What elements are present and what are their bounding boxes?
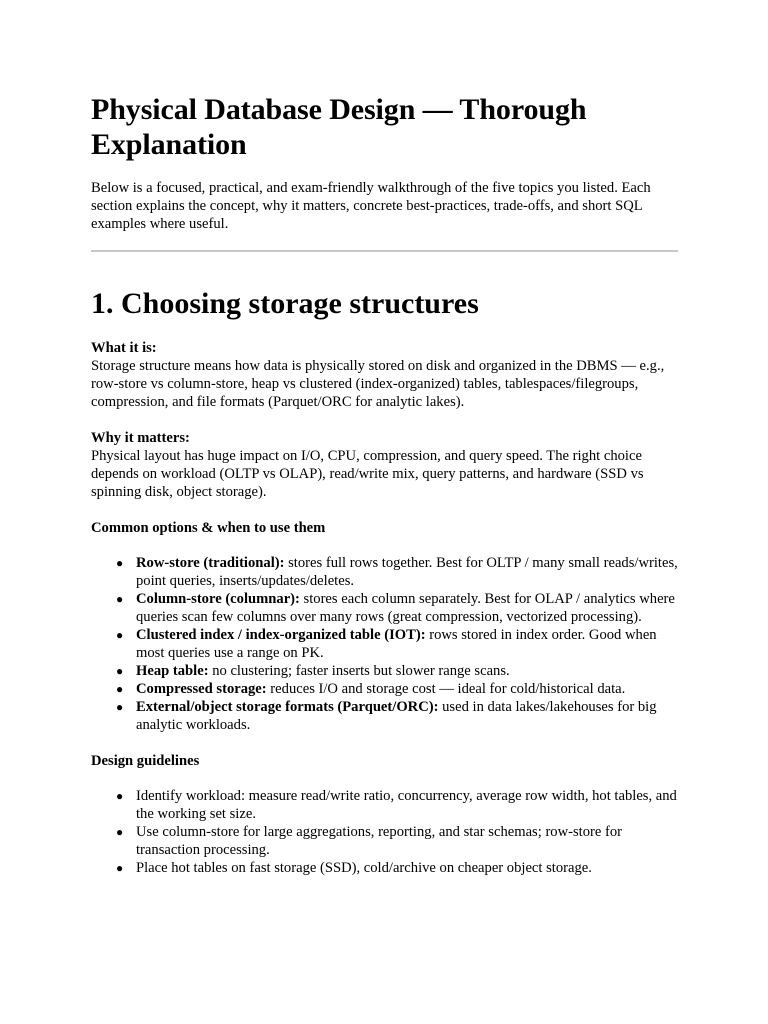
guideline-text: Use column-store for large aggregations, reporting, and star schemas; row-store for transaction processing. [136,824,623,858]
option-desc: stores each column separately. Best for OLAP / analytics where queries scan few columns over many rows (great compression, vectorized processing). [136,591,675,625]
option-term: Heap table: [136,663,209,679]
bullet-icon: ● [116,700,124,714]
guideline-text: Identify workload: measure read/write ratio, concurrency, average row width, hot tables, and the working set size. [136,788,677,822]
list-item [116,787,678,823]
why-it-matters-text: Physical layout has huge impact on I/O, CPU, compression, and query speed. The right choice depends on workload (OLTP vs OLAP), read/write mix, query patterns, and hardware (SSD vs spinning disk, object storage). [91,448,644,500]
list-item [116,590,678,626]
what-it-is-label: What it is: [91,340,157,356]
bullet-icon: ● [116,861,124,875]
bullet-icon: ● [116,592,124,606]
why-it-matters-block [91,429,678,501]
list-item [116,823,678,859]
guidelines-heading: Design guidelines [91,753,200,769]
option-term: Compressed storage: [136,681,267,697]
intro-paragraph: Below is a focused, practical, and exam-friendly walkthrough of the five topics you listed. Each section explains the concept, why it matters, concrete best-practices, trade-offs, and short SQL examples where useful. [91,180,651,232]
guidelines-list [91,787,678,877]
bullet-icon: ● [116,556,124,570]
option-term: Column-store (columnar): [136,591,300,607]
option-desc: reduces I/O and storage cost — ideal for cold/historical data. [266,681,626,697]
option-desc: rows stored in index order. Good when most queries use a range on PK. [136,627,657,661]
options-list [91,554,678,734]
bullet-icon: ● [116,825,124,839]
list-item [116,859,678,877]
bullet-icon: ● [116,789,124,803]
list-item [116,698,678,734]
page-title: Physical Database Design — Thorough Explanation [91,93,587,161]
list-item [116,662,678,680]
option-term: Row-store (traditional): [136,555,285,571]
bullet-icon: ● [116,664,124,678]
bullet-icon: ● [116,628,124,642]
option-desc: stores full rows together. Best for OLTP / many small reads/writes, point queries, inserts/updates/deletes. [136,555,678,589]
section-heading: 1. Choosing storage structures [91,287,479,320]
option-desc: used in data lakes/lakehouses for big analytic workloads. [136,699,657,733]
list-item [116,680,678,698]
list-item [116,554,678,590]
option-term: Clustered index / index-organized table (IOT): [136,627,426,643]
section-divider [91,250,678,252]
option-term: External/object storage formats (Parquet/ORC): [136,699,439,715]
what-it-is-text: Storage structure means how data is physically stored on disk and organized in the DBMS — e.g., row-store vs column-store, heap vs clustered (index-organized) tables, tablespaces/filegroups, compression, and file formats (Parquet/ORC for analytic lakes). [91,358,665,410]
why-it-matters-label: Why it matters: [91,430,190,446]
what-it-is-block [91,339,678,411]
guideline-text: Place hot tables on fast storage (SSD), cold/archive on cheaper object storage. [136,860,592,876]
option-desc: no clustering; faster inserts but slower range scans. [208,663,510,679]
list-item [116,626,678,662]
options-heading: Common options & when to use them [91,520,326,536]
bullet-icon: ● [116,682,124,696]
